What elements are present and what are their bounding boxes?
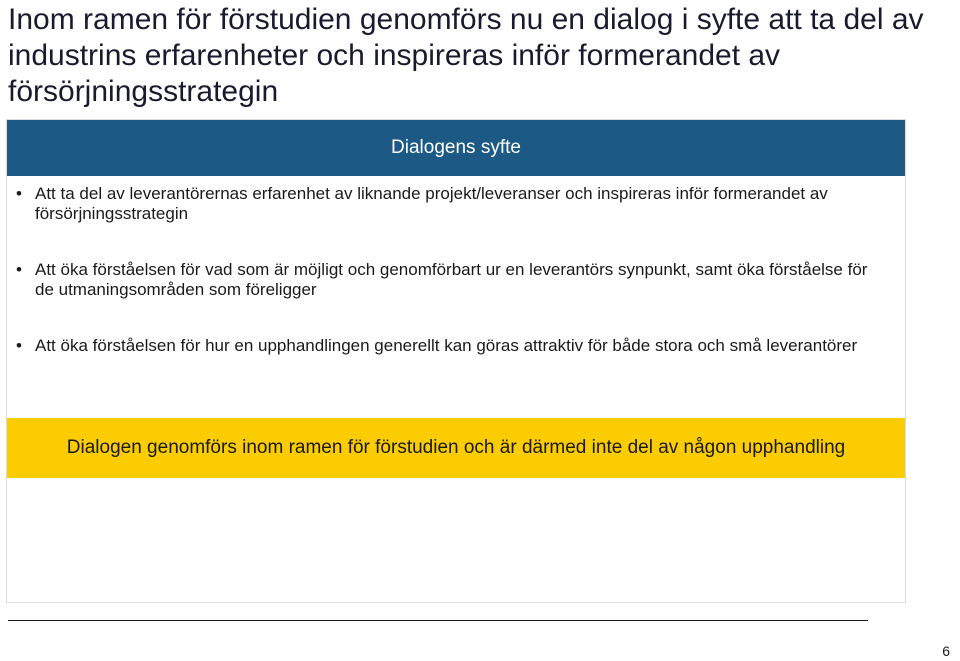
footer-divider [8, 620, 868, 621]
panel-header: Dialogens syfte [7, 120, 905, 176]
bullet-icon: • [16, 336, 22, 355]
bullet-item [7, 260, 887, 300]
slide-title: Inom ramen för förstudien genomförs nu en dialog i syfte att ta del av industrins erfarenheter och inspireras inför formerandet av försörjningsstrategin [8, 3, 924, 108]
bullet-item [7, 336, 887, 356]
purpose-panel [6, 119, 906, 603]
bullet-text: Att ta del av leverantörernas erfarenhet av liknande projekt/leveranser och inspireras inför formerandet av försörjningsstrategin [35, 184, 828, 223]
bullet-text: Att öka förståelsen för hur en upphandlingen generellt kan göras attraktiv för både stora och små leverantörer [35, 336, 858, 355]
bullet-icon: • [16, 184, 22, 203]
bullet-text: Att öka förståelsen för vad som är möjligt och genomförbart ur en leverantörs synpunkt, samt öka förståelse för de utmaningsområden som föreligger [35, 260, 868, 299]
info-banner: Dialogen genomförs inom ramen för förstudien och är därmed inte del av någon upphandling [7, 418, 905, 478]
bullet-icon: • [16, 260, 22, 279]
bullet-item [7, 184, 887, 224]
page-number: 6 [942, 643, 950, 659]
